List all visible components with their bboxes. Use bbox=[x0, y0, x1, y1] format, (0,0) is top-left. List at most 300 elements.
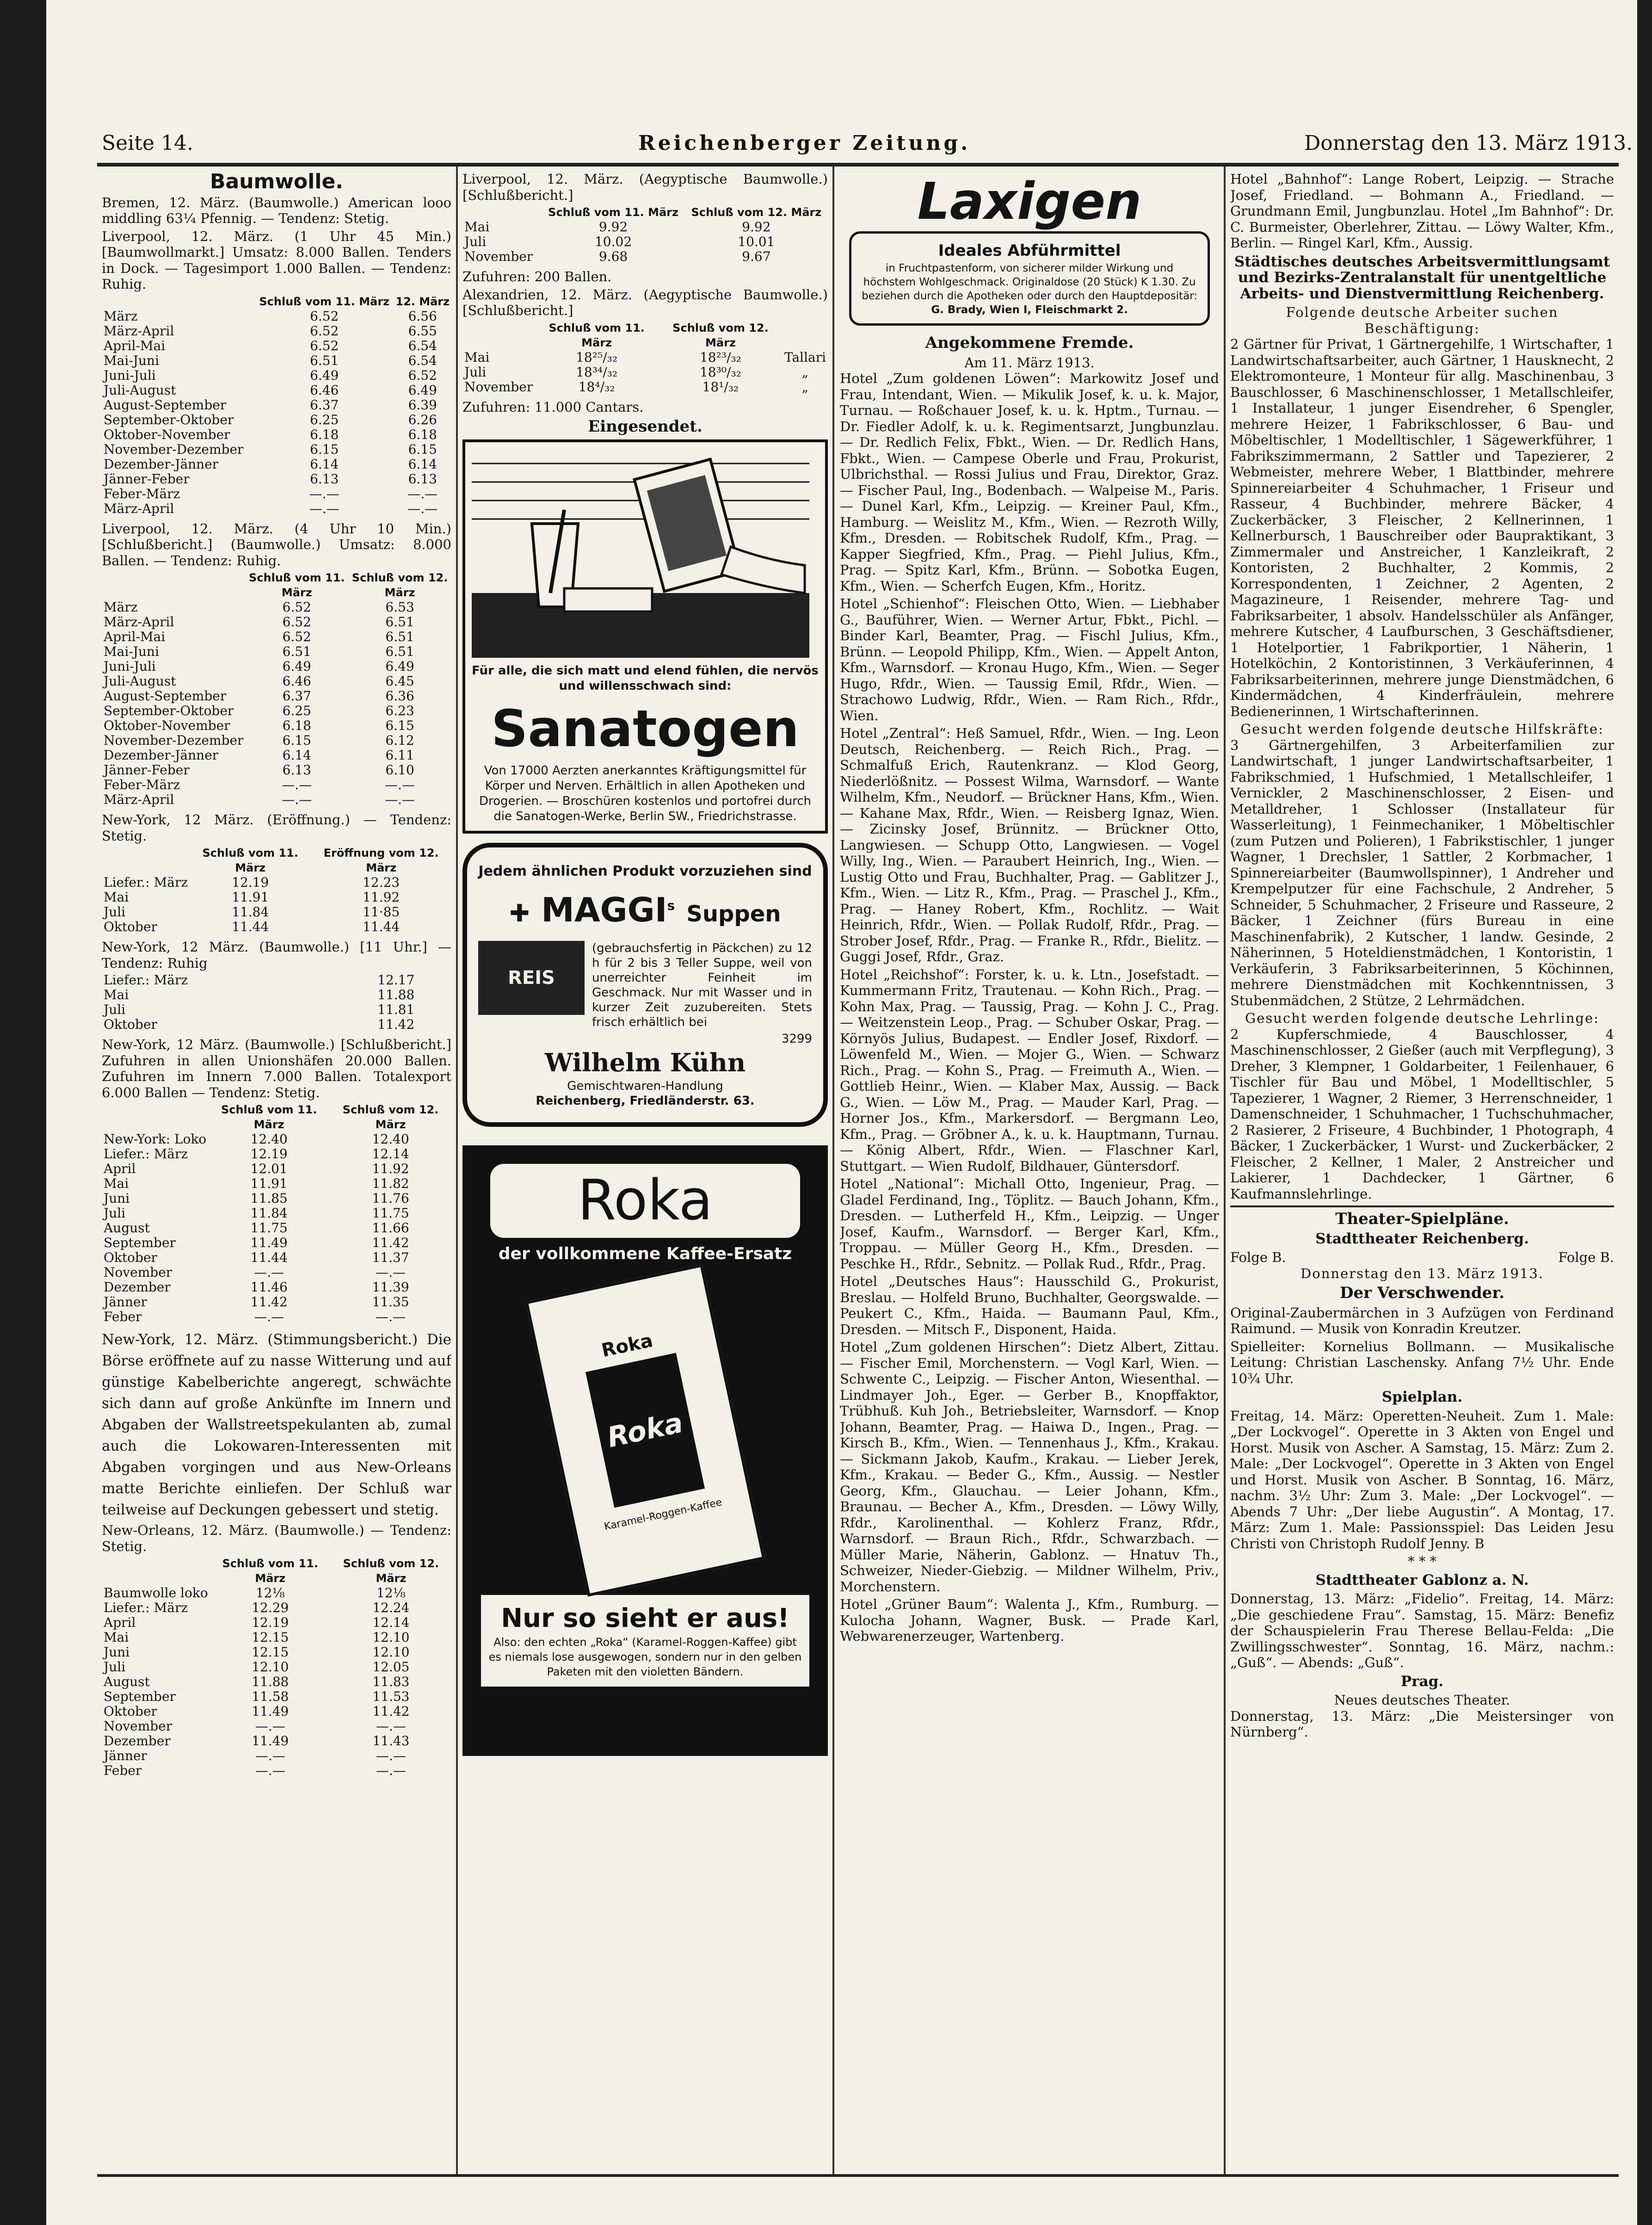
table-row bbox=[102, 920, 451, 934]
table-row bbox=[102, 442, 451, 457]
table-row bbox=[102, 875, 451, 890]
table-row bbox=[102, 427, 451, 442]
table-row bbox=[102, 1017, 451, 1032]
newspaper-page bbox=[46, 0, 1637, 2225]
roka-slogan-box bbox=[481, 1595, 809, 1687]
arrivals-entry: Hotel „Zum goldenen Löwen“: Markowitz Josef und Frau, Intendant, Wien. — Mikulik Josef, k. u. k. Major, Turnau. — Roßchauer Josef, k. u. k. Hptm., Turnau. — Dr. Fiedler Adolf, k. u. k. Regimentsarzt, Jungbunzlau. — Dr. Redlich Felix, Fbkt., Wien. — Dr. Redlich Hans, Fbkt., Wien. — Campese Oberle und Frau, Prokurist, Ulbrichsthal. — Rossi Julius und Frau, Direktor, Graz. — Fischer Paul, Ing., Bodenbach. — Walpeise M., Paris. — Dunel Karl, Kfm., Leipzig. — Kreiner Paul, Kfm., Hamburg. — Weislitz M., Kfm., Wien. — Rezroth Willy, Kfm., Dresden. — Robitschek Rudolf, Kfm., Prag. — Kapper Siegfried, Kfm., Prag. — Piehl Julius, Kfm., Prag. — Spitz Karl, Kfm., Brünn. — Sobotka Eugen, Kfm., Wien. — Scherfch Eugen, Kfm., Horitz. bbox=[840, 371, 1219, 594]
maggi-logo-mark: s bbox=[667, 897, 675, 913]
row-label: März bbox=[104, 600, 138, 615]
column-jobs-theater bbox=[1230, 171, 1614, 2169]
row-label: November-Dezember bbox=[104, 733, 244, 748]
newyork-3-heading: New-York, 12 März. (Baumwolle.) [Schlußbericht.] Zufuhren in allen Unionshäfen 20.000 Ballen. Zufuhren im Innern 7.000 Ballen. Totalexport 6.000 Ballen — Tendenz: Stetig. bbox=[102, 1037, 451, 1100]
row-value: 18⁴/₃₂ bbox=[578, 379, 615, 395]
col-head: Schluß vom 12. März bbox=[672, 321, 769, 349]
row-value: 12.05 bbox=[372, 1659, 410, 1675]
row-value: 11.84 bbox=[232, 904, 269, 920]
row-label: August bbox=[104, 1674, 150, 1689]
col-head: Schluß vom 11. März bbox=[249, 571, 345, 599]
col-head: 12. März bbox=[395, 295, 450, 308]
roka-package-image bbox=[525, 1264, 765, 1596]
row-label: November bbox=[104, 1718, 173, 1734]
table-row bbox=[102, 1132, 451, 1147]
row-value: 18²³/₃₂ bbox=[699, 349, 741, 365]
table-row bbox=[462, 380, 828, 395]
row-label: Liefer.: März bbox=[104, 972, 188, 988]
row-value: 6.46 bbox=[310, 382, 339, 398]
col-head: Schluß vom 11. März bbox=[259, 295, 390, 308]
wanted-list: 3 Gärtnergehilfen, 3 Arbeiterfamilien zur Landwirtschaft, 1 junger Landwirtschaftsarbeiter, 1 Fabrikschmied, 1 Hufschmied, 1 Metallschleifer, 1 Vernickler, 2 Maschinenschlosser, 2 Eisen- und Metalldreher, 1 Schlosser (Installateur für Wasserleitung), 1 Feinmechaniker, 1 Möbeltischler (zum Putzen und Polieren), 1 Fabrikstischler, 1 junger Wagner, 1 Drechsler, 1 Sattler, 2 Korbmacher, 1 Spinnereiarbeiter (Baumwollspinner), 1 Andreher und Krempelputzer für eine Fachschule, 2 Andreher, 5 Schneider, 5 Schuhmacher, 2 Friseure und Rasseure, 2 Bäcker, 1 Zeichner (fürs Bureau in eine Maschinenfabrik), 2 Kutscher, 1 landw. Gesinde, 2 Näherinnen, 5 Hoteldienstmädchen, 1 Kontoristin, 1 Verkäuferin, 3 Fabriksarbeiterinnen, 5 Köchinnen, mehrere Dienstmädchen mit Kochkenntnissen, 3 Stubenmädchen, 2 Stütze, 2 Lehrmädchen. bbox=[1230, 737, 1614, 1008]
row-value: 11.83 bbox=[372, 1674, 410, 1689]
issue-date: Donnerstag den 13. März 1913. bbox=[1304, 131, 1633, 155]
row-label: Liefer.: März bbox=[104, 1600, 188, 1615]
table-row bbox=[102, 1719, 451, 1734]
roka-slogan: Nur so sieht er aus! bbox=[501, 1603, 789, 1633]
folge-left: Folge B. bbox=[1230, 1249, 1286, 1265]
row-label: New-York: Loko bbox=[104, 1131, 207, 1147]
spielplan-list: Freitag, 14. März: Operetten-Neuheit. Zum 1. Male: „Der Lockvogel“. Operette in 3 Akten von Engel und Horst. Musik von Ascher. A Samstag, 15. März: Zum 2. Male: „Der Lockvogel“. Operette in 3 Akten von Engel und Horst. Musik von Ascher. B Sonntag, 16. März, nachm. 3½ Uhr: Zum 3. Male: „Der Lockvogel“. — Abends 7 Uhr: „Der liebe Augustin“. A Montag, 17. März: Zum 1. Male: Passionsspiel: Das Leiden Jesu Christi von Christoph Rudolf Jenny. B bbox=[1230, 1408, 1614, 1551]
wanted-heading: Gesucht werden folgende deutsche Hilfskräfte: bbox=[1240, 721, 1604, 737]
row-value: 11.88 bbox=[377, 987, 415, 1002]
table-row bbox=[102, 1734, 451, 1749]
column-ads-egypt bbox=[462, 171, 828, 2169]
hotel-bahnhof-entry: Hotel „Bahnhof“: Lange Robert, Leipzig. — Strache Josef, Friedland. — Bohmann A., Friedland. — Grundmann Emil, Jungbunzlau. Hotel „Im Bahnhof“: Dr. C. Burmeister, Oberlehrer, Zittau. — Löwy Walter, Kfm., Berlin. — Ringel Karl, Kfm., Aussig. bbox=[1230, 171, 1614, 251]
row-label: April bbox=[104, 1615, 136, 1630]
sanatogen-body: Von 17000 Aerzten anerkanntes Kräftigungsmittel für Körper und Nerven. Erhältlich in allen Apotheken und Drogerien. — Broschüren kostenlos und portofrei durch die Sanatogen-Werke, Berlin SW., Friedrichstrasse. bbox=[479, 763, 811, 823]
row-value: 11.75 bbox=[250, 1220, 288, 1236]
row-value: —.— bbox=[282, 792, 312, 807]
maggi-dealer-shop: Gemischtwaren-Handlung bbox=[567, 1079, 723, 1093]
row-value: 11.44 bbox=[232, 919, 269, 934]
row-value: 12.14 bbox=[372, 1615, 410, 1630]
col-head: Eröffnung vom 12. März bbox=[323, 847, 439, 874]
row-value: 11.39 bbox=[372, 1279, 409, 1295]
liverpool-2-heading: Liverpool, 12. März. (4 Uhr 10 Min.) [Schlußbericht.] (Baumwolle.) Umsatz: 8.000 Ballen. — Tendenz: Ruhig. bbox=[102, 520, 451, 569]
row-value: —.— bbox=[255, 1748, 285, 1763]
row-label: Feber-März bbox=[104, 486, 180, 501]
section-stars: * * * bbox=[1408, 1553, 1436, 1569]
table-row bbox=[102, 659, 451, 674]
row-value: —.— bbox=[407, 486, 438, 501]
prague-title: Prag. bbox=[1400, 1673, 1444, 1690]
row-value: 6.52 bbox=[310, 323, 339, 339]
row-value: 6.25 bbox=[310, 412, 339, 427]
row-value: 6.15 bbox=[282, 733, 311, 748]
row-value: 11.35 bbox=[372, 1294, 409, 1310]
table-row bbox=[462, 220, 828, 235]
col-head: Schluß vom 11. März bbox=[202, 847, 298, 874]
table-row bbox=[102, 1601, 451, 1615]
column-rule-3 bbox=[1224, 167, 1226, 2174]
newyork-2-heading: New-York, 12 März. (Baumwolle.) [11 Uhr.] — Tendenz: Ruhig bbox=[102, 939, 451, 971]
row-value: 12.17 bbox=[377, 972, 415, 988]
play-description: Original-Zaubermärchen in 3 Aufzügen von Ferdinand Raimund. — Musik von Konradin Kreutzer. bbox=[1230, 1304, 1614, 1336]
row-label: Mai bbox=[464, 219, 490, 235]
table-row bbox=[102, 763, 451, 778]
row-value: 6.51 bbox=[310, 352, 339, 368]
row-label: September bbox=[104, 1235, 176, 1250]
row-value: 11.37 bbox=[372, 1250, 409, 1265]
laxigen-address: G. Brady, Wien I, Fleischmarkt 2. bbox=[931, 304, 1128, 316]
col-head: Schluß vom 12. März bbox=[691, 206, 822, 219]
newspaper-title: Reichenberger Zeitung. bbox=[638, 131, 971, 155]
row-value: 11.42 bbox=[372, 1235, 409, 1250]
newyork-mood-report: New-York, 12. März. (Stimmungsbericht.) Die Börse eröffnete auf zu nasse Witterung und auf günstige Kabelberichte angeregt, schwächte sich dann auf große Ankünfte im Innern und Abgaben der Wallstreetspekulanten ab, zumal auch die Lokowaren-Interessenten mit Abgaben vorgingen und aus New-Orleans matte Berichte einliefen. Der Schluß war teilweise auf Deckungen gebessert und stetig. bbox=[102, 1331, 451, 1518]
col-head: Schluß vom 11. März bbox=[548, 206, 678, 219]
row-value: 12.14 bbox=[372, 1146, 409, 1162]
row-label: September-Oktober bbox=[104, 703, 234, 718]
table-row bbox=[462, 365, 828, 380]
row-label: Juli bbox=[104, 904, 126, 920]
row-value: —.— bbox=[376, 1748, 406, 1763]
row-value: 6.12 bbox=[385, 733, 414, 748]
row-value: 11.84 bbox=[250, 1205, 288, 1221]
row-value: 11.75 bbox=[372, 1205, 409, 1221]
laxigen-body: in Fruchtpastenform, von sicherer milder Wirkung und höchstem Wohlgeschmack. Originaldose (20 Stück) K 1.30. Zu beziehen durch die Apotheken oder durch den Hauptdepositär: bbox=[862, 262, 1197, 302]
row-value: —.— bbox=[385, 792, 415, 807]
spielplan-title: Spielplan. bbox=[1381, 1389, 1463, 1405]
arrivals-entry: Hotel „Zum goldenen Hirschen“: Dietz Albert, Zittau. — Fischer Emil, Morchenstern. — Vogl Karl, Wien. — Schwente C., Leipzig. — Fischer Anton, Wiesenthal. — Lindmayer Joh., Eger. — Gerber B., Knopffaktor, Trübhuß. Kuh Joh., Betriebsleiter, Warnsdorf. — Knop Johann, Beamter, Prag. — Haiwa D., Ingen., Prag. — Kirsch B., Kfm., Wien. — Tennenhaus J., Kfm., Krakau. — Sickmann Jakob, Kaufm., Krakau. — Lieber Jerek, Kfm., Krakau. — Beder G., Kfm., Aussig. — Nestler Georg, Kfm., Glauchau. — Leier Johann, Kfm., Braunau. — Becher A., Kfm., Dresden. — Löwy Willy, Rfdr., Karolinenthal. — Kohlerz Franz, Rfdr., Warnsdorf. — Braun Rich., Rfdr., Schwarzbach. — Müller Marie, Näherin, Gablonz. — Hnatuv Th., Schweizer, Nieder-Giebzig. — Mildner Wilhelm, Priv., Morchenstern. bbox=[840, 1339, 1219, 1595]
row-value: 12⅛ bbox=[376, 1585, 406, 1601]
row-value: —.— bbox=[376, 1309, 406, 1324]
row-value: —.— bbox=[282, 777, 312, 792]
row-value: 6.49 bbox=[282, 659, 311, 674]
page-number: Seite 14. bbox=[102, 131, 193, 155]
row-label: Juni-Juli bbox=[104, 659, 156, 674]
roka-package-brand-small: Roka bbox=[599, 1329, 655, 1361]
table-row bbox=[102, 988, 451, 1002]
liverpool-egypt-table bbox=[462, 205, 828, 264]
row-value: 12.01 bbox=[250, 1161, 288, 1176]
maggi-ad bbox=[462, 843, 828, 1127]
row-label: März-April bbox=[104, 501, 174, 516]
row-label: Liefer.: März bbox=[104, 875, 188, 890]
row-label: August-September bbox=[104, 688, 227, 704]
row-label: Dezember-Jänner bbox=[104, 748, 219, 763]
table-row bbox=[102, 1265, 451, 1280]
column-rule-2 bbox=[832, 167, 834, 2174]
footer-rule bbox=[97, 2174, 1619, 2177]
table-row bbox=[102, 630, 451, 644]
table-row bbox=[102, 501, 451, 516]
stadttheater-title: Stadttheater Reichenberg. bbox=[1315, 1230, 1529, 1247]
laxigen-title: Ideales Abführmittel bbox=[938, 241, 1121, 260]
table-row bbox=[102, 383, 451, 398]
row-value: 11.42 bbox=[250, 1294, 288, 1310]
liverpool-2-table bbox=[102, 570, 451, 807]
roka-package-brand: Roka bbox=[604, 1406, 686, 1454]
row-value: 6.52 bbox=[408, 367, 437, 383]
row-value: —.— bbox=[385, 777, 415, 792]
alexandria-table bbox=[462, 321, 828, 395]
col-head: Schluß vom 12. März bbox=[342, 1103, 439, 1131]
row-value: 11.92 bbox=[372, 1161, 409, 1176]
row-label: Oktober-November bbox=[104, 718, 230, 733]
row-label: März bbox=[104, 308, 138, 324]
table-row bbox=[102, 1586, 451, 1601]
row-value: 11.49 bbox=[252, 1704, 289, 1719]
row-label: Mai-Juni bbox=[104, 644, 160, 659]
col-head: Schluß vom 11. März bbox=[549, 321, 645, 349]
row-label: Dezember bbox=[104, 1733, 171, 1749]
bremen-report: Bremen, 12. März. (Baumwolle.) American looo middling 63¼ Pfennig. — Tendenz: Stetig. bbox=[102, 194, 451, 226]
row-value: „ bbox=[801, 379, 809, 395]
table-row bbox=[102, 398, 451, 413]
row-label: Jänner bbox=[104, 1294, 147, 1310]
row-value: 11.81 bbox=[377, 1002, 415, 1017]
table-row bbox=[102, 905, 451, 920]
row-value: 6.13 bbox=[408, 471, 437, 487]
row-value: 11.46 bbox=[250, 1279, 288, 1295]
row-value: 11.49 bbox=[252, 1733, 289, 1749]
row-value: 6.54 bbox=[408, 338, 437, 353]
table-row bbox=[102, 339, 451, 353]
row-label: März-April bbox=[104, 323, 174, 339]
row-value: 6.51 bbox=[385, 629, 414, 644]
row-label: März-April bbox=[104, 792, 174, 807]
apprentices-list: 2 Kupferschmiede, 4 Bauschlosser, 4 Maschinenschlosser, 2 Gießer (auch mit Verpflegung), 3 Dreher, 3 Klempner, 1 Goldarbeiter, 1 Feilenhauer, 6 Tischler für Bau und Möbel, 1 Modelltischler, 5 Tapezierer, 1 Wagner, 2 Riemer, 3 Herrenschneider, 1 Damenschneider, 1 Schuhmacher, 1 Tuchschuhmacher, 2 Rasierer, 2 Friseure, 4 Buchbinder, 1 Photograph, 4 Bäcker, 1 Zuckerbäcker, 1 Wurst- und Zuckerbäcker, 2 Fleischer, 2 Kellner, 1 Maler, 2 Anstreicher und Lakierer, 1 Dachdecker, 1 Gärtner, 6 Kaufmannslehrlinge. bbox=[1230, 1026, 1614, 1202]
row-value: 6.52 bbox=[282, 629, 311, 644]
laxigen-info-box bbox=[849, 231, 1210, 326]
liverpool-1-heading: Liverpool, 12. März. (1 Uhr 45 Min.) [Baumwollmarkt.] Umsatz: 8.000 Ballen. Tenders in Dock. — Tagesimport 1.000 Ballen. — Tendenz: Ruhig. bbox=[102, 228, 451, 292]
liverpool-egypt-note: Zufuhren: 200 Ballen. bbox=[462, 269, 612, 284]
row-label: Feber bbox=[104, 1309, 142, 1324]
row-value: 18¹/₃₂ bbox=[702, 379, 739, 395]
row-label: Liefer.: März bbox=[104, 1146, 188, 1162]
gablonz-list: Donnerstag, 13. März: „Fidelio“. Freitag, 14. März: „Die geschiedene Frau“. Samstag, 15. März: Benefiz der Schauspielerin Frau Therese Bellau-Felda: „Die Zwillingsschwester“. Sonntag, 16. März, nachm.: „Guß“. — Abends: „Guß“. bbox=[1230, 1591, 1614, 1670]
row-label: Juli bbox=[464, 364, 487, 380]
row-value: 6.39 bbox=[408, 397, 437, 413]
col-head: Schluß vom 12. März bbox=[351, 571, 448, 599]
header-rule bbox=[97, 163, 1619, 167]
maggi-package-label: REIS bbox=[508, 967, 555, 989]
row-value: 18³⁰/₃₂ bbox=[699, 364, 741, 380]
row-value: 12.15 bbox=[252, 1630, 289, 1645]
row-value: 12.40 bbox=[372, 1131, 409, 1147]
table-row bbox=[102, 1615, 451, 1630]
row-value: 12.10 bbox=[252, 1659, 289, 1675]
row-value: 6.52 bbox=[310, 338, 339, 353]
apprentices-heading: Gesucht werden folgende deutsche Lehrlinge: bbox=[1245, 1010, 1599, 1026]
table-row bbox=[102, 472, 451, 487]
row-label: August-September bbox=[104, 397, 227, 413]
table-row bbox=[102, 778, 451, 792]
col-head: Schluß vom 12. März bbox=[343, 1557, 439, 1585]
row-value: —.— bbox=[376, 1265, 406, 1280]
row-value: 6.51 bbox=[282, 644, 311, 659]
row-value: 18²⁵/₃₂ bbox=[576, 349, 618, 365]
row-value: 12.40 bbox=[250, 1131, 288, 1147]
row-value: 12.29 bbox=[252, 1600, 289, 1615]
table-row bbox=[102, 1002, 451, 1017]
row-label: September-Oktober bbox=[104, 412, 234, 427]
arrivals-entry: Hotel „National“: Michall Otto, Ingenieur, Prag. — Gladel Ferdinand, Ing., Töplitz. — Bauch Johann, Kfm., Dresden. — Lutherfeld H., Kfm., Leipzig. — Unger Josef, Kaufm., Warnsdorf. — Berger Karl, Kfm., Troppau. — Müller Georg H., Kfm., Dresden. — Peschke H., Rfdr., Sebnitz. — Pollak Rud., Rfdr., Prag. bbox=[840, 1176, 1219, 1272]
column-arrivals bbox=[840, 171, 1219, 2169]
newyork-1-table bbox=[102, 846, 451, 934]
roka-package-panel bbox=[586, 1353, 705, 1508]
table-row bbox=[102, 1280, 451, 1295]
table-row bbox=[102, 1660, 451, 1675]
row-value: 9.92 bbox=[742, 219, 771, 235]
newyork-2-table bbox=[102, 973, 451, 1032]
table-row bbox=[102, 748, 451, 763]
row-label: Mai bbox=[104, 987, 129, 1002]
row-value: 12.15 bbox=[252, 1644, 289, 1660]
row-value: 6.45 bbox=[385, 674, 414, 689]
table-row bbox=[102, 1675, 451, 1689]
table-row bbox=[102, 457, 451, 472]
row-value: 11.76 bbox=[372, 1191, 409, 1206]
row-value: 11.88 bbox=[252, 1674, 289, 1689]
table-row bbox=[102, 1191, 451, 1206]
row-value: 11·85 bbox=[363, 904, 400, 920]
row-value: 6.52 bbox=[282, 614, 311, 630]
table-row bbox=[102, 368, 451, 383]
table-row bbox=[102, 890, 451, 905]
row-value: 6.51 bbox=[385, 614, 414, 630]
table-row bbox=[102, 615, 451, 630]
row-value: 6.52 bbox=[282, 600, 311, 615]
row-value: 9.92 bbox=[598, 219, 628, 235]
row-label: Mai bbox=[104, 1630, 129, 1645]
sanatogen-logo: Sanatogen bbox=[491, 698, 799, 758]
arrivals-entry: Hotel „Zentral“: Heß Samuel, Rfdr., Wien. — Ing. Leon Deutsch, Reichenberg. — Reich Rich., Prag. — Schmalfuß Erich, Rautenkranz. — Klod Georg, Niederlößnitz. — Possest Wilma, Warnsdorf. — Wante Wilhelm, Kfm., Neudorf. — Brückner Hans, Kfm., Wien. — Kahane Max, Rfdr., Wien. — Reisberg Ignaz, Wien. — Zicinsky Josef, Brünnitz. — Brückner Otto, Langwiesen. — Schupp Otto, Langwiesen. — Vogel Willy, Ing., Wien. — Paraubert Heinrich, Ing., Wien. — Lustig Otto und Frau, Buchhalter, Prag. — Gablitzer J., Kfm., Wien. — Litz R., Kfm., Prag. — Praschel J., Kfm., Prag. — Haney Robert, Kfm., Rochlitz. — Wait Heinrich, Rfdr., Wien. — Pollak Rudolf, Rfdr., Prag. — Strober Josef, Rfdr., Prag. — Franke R., Rfdr., Bielitz. — Guggi Josef, Rfdr., Graz. bbox=[840, 725, 1219, 964]
alexandria-heading: Alexandrien, 12. März. (Aegyptische Baumwolle.) [Schlußbericht.] bbox=[462, 286, 828, 318]
new-orleans-table bbox=[102, 1556, 451, 1778]
row-value: 11.42 bbox=[372, 1704, 410, 1719]
row-value: 6.53 bbox=[385, 600, 414, 615]
table-row bbox=[102, 600, 451, 615]
row-value: —.— bbox=[254, 1265, 284, 1280]
row-value: 11.53 bbox=[372, 1689, 410, 1704]
row-label: November bbox=[464, 379, 533, 395]
row-value: —.— bbox=[376, 1763, 406, 1778]
maggi-headline: Jedem ähnlichen Produkt vorzuziehen sind bbox=[478, 863, 812, 879]
row-label: Mai bbox=[104, 1176, 129, 1191]
row-value: 6.51 bbox=[385, 644, 414, 659]
row-value: 6.55 bbox=[408, 323, 437, 339]
row-label: Dezember bbox=[104, 1279, 171, 1295]
row-value: 6.26 bbox=[408, 412, 437, 427]
row-label: September bbox=[104, 1689, 176, 1704]
table-row bbox=[102, 733, 451, 748]
row-value: 11.49 bbox=[250, 1235, 288, 1250]
table-row bbox=[102, 689, 451, 704]
table-row bbox=[102, 644, 451, 659]
row-label: Juli bbox=[104, 1002, 126, 1017]
row-label: Mai bbox=[104, 890, 129, 905]
row-label: Jänner-Feber bbox=[104, 471, 190, 487]
table-row bbox=[102, 353, 451, 368]
table-row bbox=[462, 350, 828, 365]
row-label: November bbox=[464, 249, 533, 264]
row-value: 11.58 bbox=[252, 1689, 289, 1704]
row-value: 11.85 bbox=[250, 1191, 288, 1206]
table-row bbox=[462, 235, 828, 249]
roka-ad bbox=[462, 1145, 828, 1756]
row-value: —.— bbox=[255, 1763, 285, 1778]
arrivals-entry: Hotel „Grüner Baum“: Walenta J., Kfm., Rumburg. — Kulocha Johann, Wagner, Busk. — Prade Karl, Webwarenerzeuger, Wartenberg. bbox=[840, 1596, 1219, 1644]
sanatogen-illustration bbox=[472, 454, 819, 658]
row-value: 12.23 bbox=[363, 875, 400, 890]
row-value: 6.18 bbox=[282, 718, 311, 733]
liverpool-1-table bbox=[102, 294, 451, 516]
row-value: —.— bbox=[254, 1309, 284, 1324]
row-value: 6.46 bbox=[282, 674, 311, 689]
table-row bbox=[102, 1221, 451, 1236]
column-rule-1 bbox=[456, 167, 458, 2174]
row-value: 6.23 bbox=[385, 703, 414, 718]
gablonz-title: Stadttheater Gablonz a. N. bbox=[1315, 1571, 1529, 1588]
row-label: Oktober bbox=[104, 919, 157, 934]
labour-office-title: Städtisches deutsches Arbeitsvermittlungsamt und Bezirks-Zentralanstalt für unentgeltliche Arbeits- und Dienstvermittlung Reichenberg. bbox=[1234, 253, 1610, 302]
prague-list: Donnerstag, 13. März: „Die Meistersinger von Nürnberg“. bbox=[1230, 1708, 1614, 1740]
row-label: Feber-März bbox=[104, 777, 180, 792]
row-value: 10.01 bbox=[738, 234, 775, 249]
table-row bbox=[102, 1689, 451, 1704]
row-value: 12.19 bbox=[250, 1146, 288, 1162]
row-value: 6.37 bbox=[282, 688, 311, 704]
table-row bbox=[102, 1763, 451, 1778]
theater-title: Theater-Spielpläne. bbox=[1335, 1210, 1509, 1228]
row-value: 6.18 bbox=[310, 426, 339, 442]
play-title: Der Verschwender. bbox=[1340, 1284, 1504, 1302]
row-label: Oktober bbox=[104, 1017, 157, 1032]
row-value: 11.66 bbox=[372, 1220, 409, 1236]
row-value: 6.52 bbox=[310, 308, 339, 324]
roka-tagline: der vollkommene Kaffee-Ersatz bbox=[498, 1244, 792, 1263]
section-title-cotton: Baumwolle. bbox=[210, 171, 343, 193]
roka-disclaimer: Also: den echten „Roka“ (Karamel-Roggen-Kaffee) gibt es niemals lose ausgewogen, sondern nur in den gelben Paketen mit den violetten Bändern. bbox=[488, 1635, 802, 1678]
row-value: 12.10 bbox=[372, 1630, 410, 1645]
row-label: Juni bbox=[104, 1191, 130, 1206]
laxigen-ad bbox=[849, 171, 1210, 326]
row-value: 11.44 bbox=[363, 919, 400, 934]
row-label: August bbox=[104, 1220, 150, 1236]
arrivals-title: Angekommene Fremde. bbox=[925, 334, 1134, 352]
maggi-body: (gebrauchsfertig in Päckchen) zu 12 h für 2 bis 3 Teller Suppe, weil von unerreichter Feinheit im Geschmack. Nur mit Wasser und in kurzer Zeit zuzubereiten. Stets frisch erhältlich bei bbox=[592, 941, 812, 1029]
table-row bbox=[102, 324, 451, 339]
row-label: Oktober-November bbox=[104, 426, 230, 442]
column-cotton-markets bbox=[102, 171, 451, 2169]
table-row bbox=[102, 1176, 451, 1191]
row-value: 18³⁴/₃₂ bbox=[576, 364, 618, 380]
row-value: 6.15 bbox=[310, 441, 339, 457]
performance-date: Donnerstag den 13. März 1913. bbox=[1300, 1265, 1544, 1281]
row-label: April-Mai bbox=[104, 629, 166, 644]
roka-package-text: Karamel-Roggen-Kaffee bbox=[603, 1496, 723, 1533]
newyork-1-heading: New-York, 12 März. (Eröffnung.) — Tendenz: Stetig. bbox=[102, 812, 451, 844]
row-label: April bbox=[104, 1161, 136, 1176]
row-label: April-Mai bbox=[104, 338, 166, 353]
play-staff: Spielleiter: Kornelius Bollmann. — Musikalische Leitung: Christian Laschensky. Anfang 7½ Uhr. Ende 10¾ Uhr. bbox=[1230, 1338, 1614, 1386]
row-value: 11.91 bbox=[250, 1176, 288, 1191]
row-label: November-Dezember bbox=[104, 441, 244, 457]
row-value: 12.10 bbox=[372, 1644, 410, 1660]
row-value: —.— bbox=[376, 1718, 406, 1734]
row-value: 6.49 bbox=[408, 382, 437, 398]
row-label: November bbox=[104, 1265, 173, 1280]
row-value: 6.56 bbox=[408, 308, 437, 324]
table-row bbox=[102, 487, 451, 501]
maggi-dealer-name: Wilhelm Kühn bbox=[544, 1047, 746, 1077]
maggi-suppen-label: Suppen bbox=[686, 901, 781, 927]
row-label: Mai bbox=[464, 349, 490, 365]
row-value: 6.15 bbox=[408, 441, 437, 457]
row-value: 11.82 bbox=[372, 1176, 409, 1191]
table-row bbox=[102, 674, 451, 689]
row-label: Jänner bbox=[104, 1748, 147, 1763]
row-value: „ bbox=[801, 364, 809, 380]
